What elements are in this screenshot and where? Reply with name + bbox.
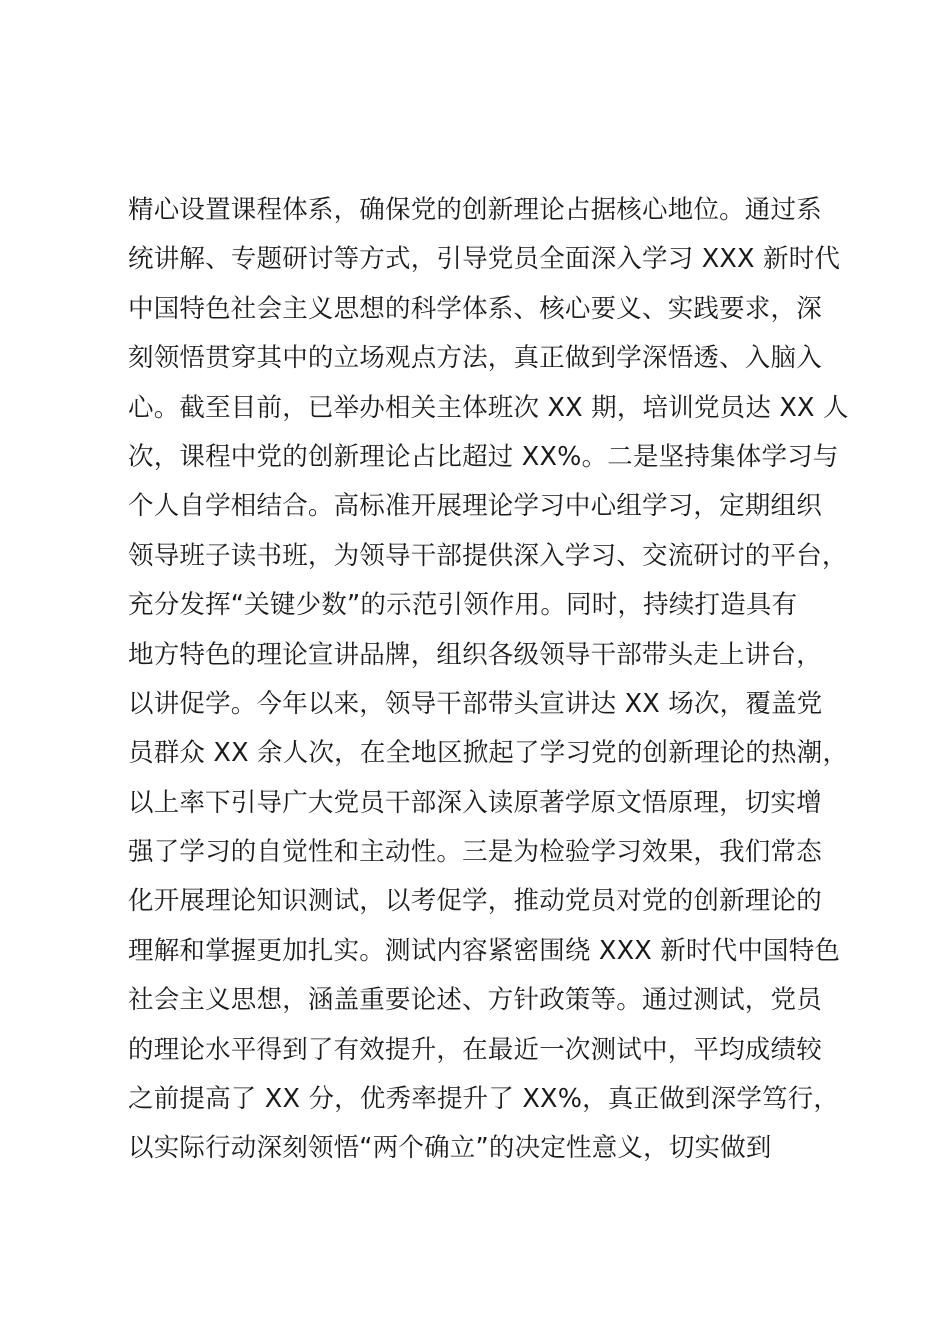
text-line: 刻领悟贯穿其中的立场观点方法，真正做到学深悟透、入脑入 [128, 343, 822, 374]
text-line: 充分发挥“关键少数”的示范引领作用。同时，持续打造具有 [128, 590, 798, 621]
text-line: 以实际行动深刻领悟“两个确立”的决定性意义，切实做到 [128, 1133, 772, 1164]
text-line: 个人自学相结合。高标准开展理论学习中心组学习，定期组织 [128, 491, 822, 522]
text-line: 以讲促学。今年以来，领导干部带头宣讲达 XX 场次，覆盖党 [128, 688, 823, 719]
text-line: 员群众 XX 余人次，在全地区掀起了学习党的创新理论的热潮， [128, 738, 849, 769]
text-line: 之前提高了 XX 分，优秀率提升了 XX%，真正做到深学笃行， [128, 1084, 840, 1115]
text-line: 地方特色的理论宣讲品牌，组织各级领导干部带头走上讲台， [128, 639, 822, 670]
text-line: 社会主义思想，涵盖重要论述、方针政策等。通过测试，党员 [128, 985, 822, 1016]
text-line: 化开展理论知识测试，以考促学，推动党员对党的创新理论的 [128, 886, 822, 917]
text-line: 次，课程中党的创新理论占比超过 XX%。二是坚持集体学习与 [128, 441, 839, 472]
text-line: 强了学习的自觉性和主动性。三是为检验学习效果，我们常态 [128, 837, 822, 868]
text-line: 统讲解、专题研讨等方式，引导党员全面深入学习 XXX 新时代 [128, 244, 841, 275]
text-line: 的理论水平得到了有效提升，在最近一次测试中，平均成绩较 [128, 1034, 822, 1065]
body-text [128, 186, 858, 1174]
text-line: 中国特色社会主义思想的科学体系、核心要义、实践要求，深 [128, 293, 822, 324]
text-line: 以上率下引导广大党员干部深入读原著学原文悟原理，切实增 [128, 787, 822, 818]
text-line: 领导班子读书班，为领导干部提供深入学习、交流研讨的平台， [128, 540, 848, 571]
text-line: 精心设置课程体系，确保党的创新理论占据核心地位。通过系 [128, 195, 822, 225]
text-line: 心。截至目前，已举办相关主体班次 XX 期，培训党员达 XX 人 [128, 392, 849, 423]
text-line: 理解和掌握更加扎实。测试内容紧密围绕 XXX 新时代中国特色 [128, 935, 841, 966]
